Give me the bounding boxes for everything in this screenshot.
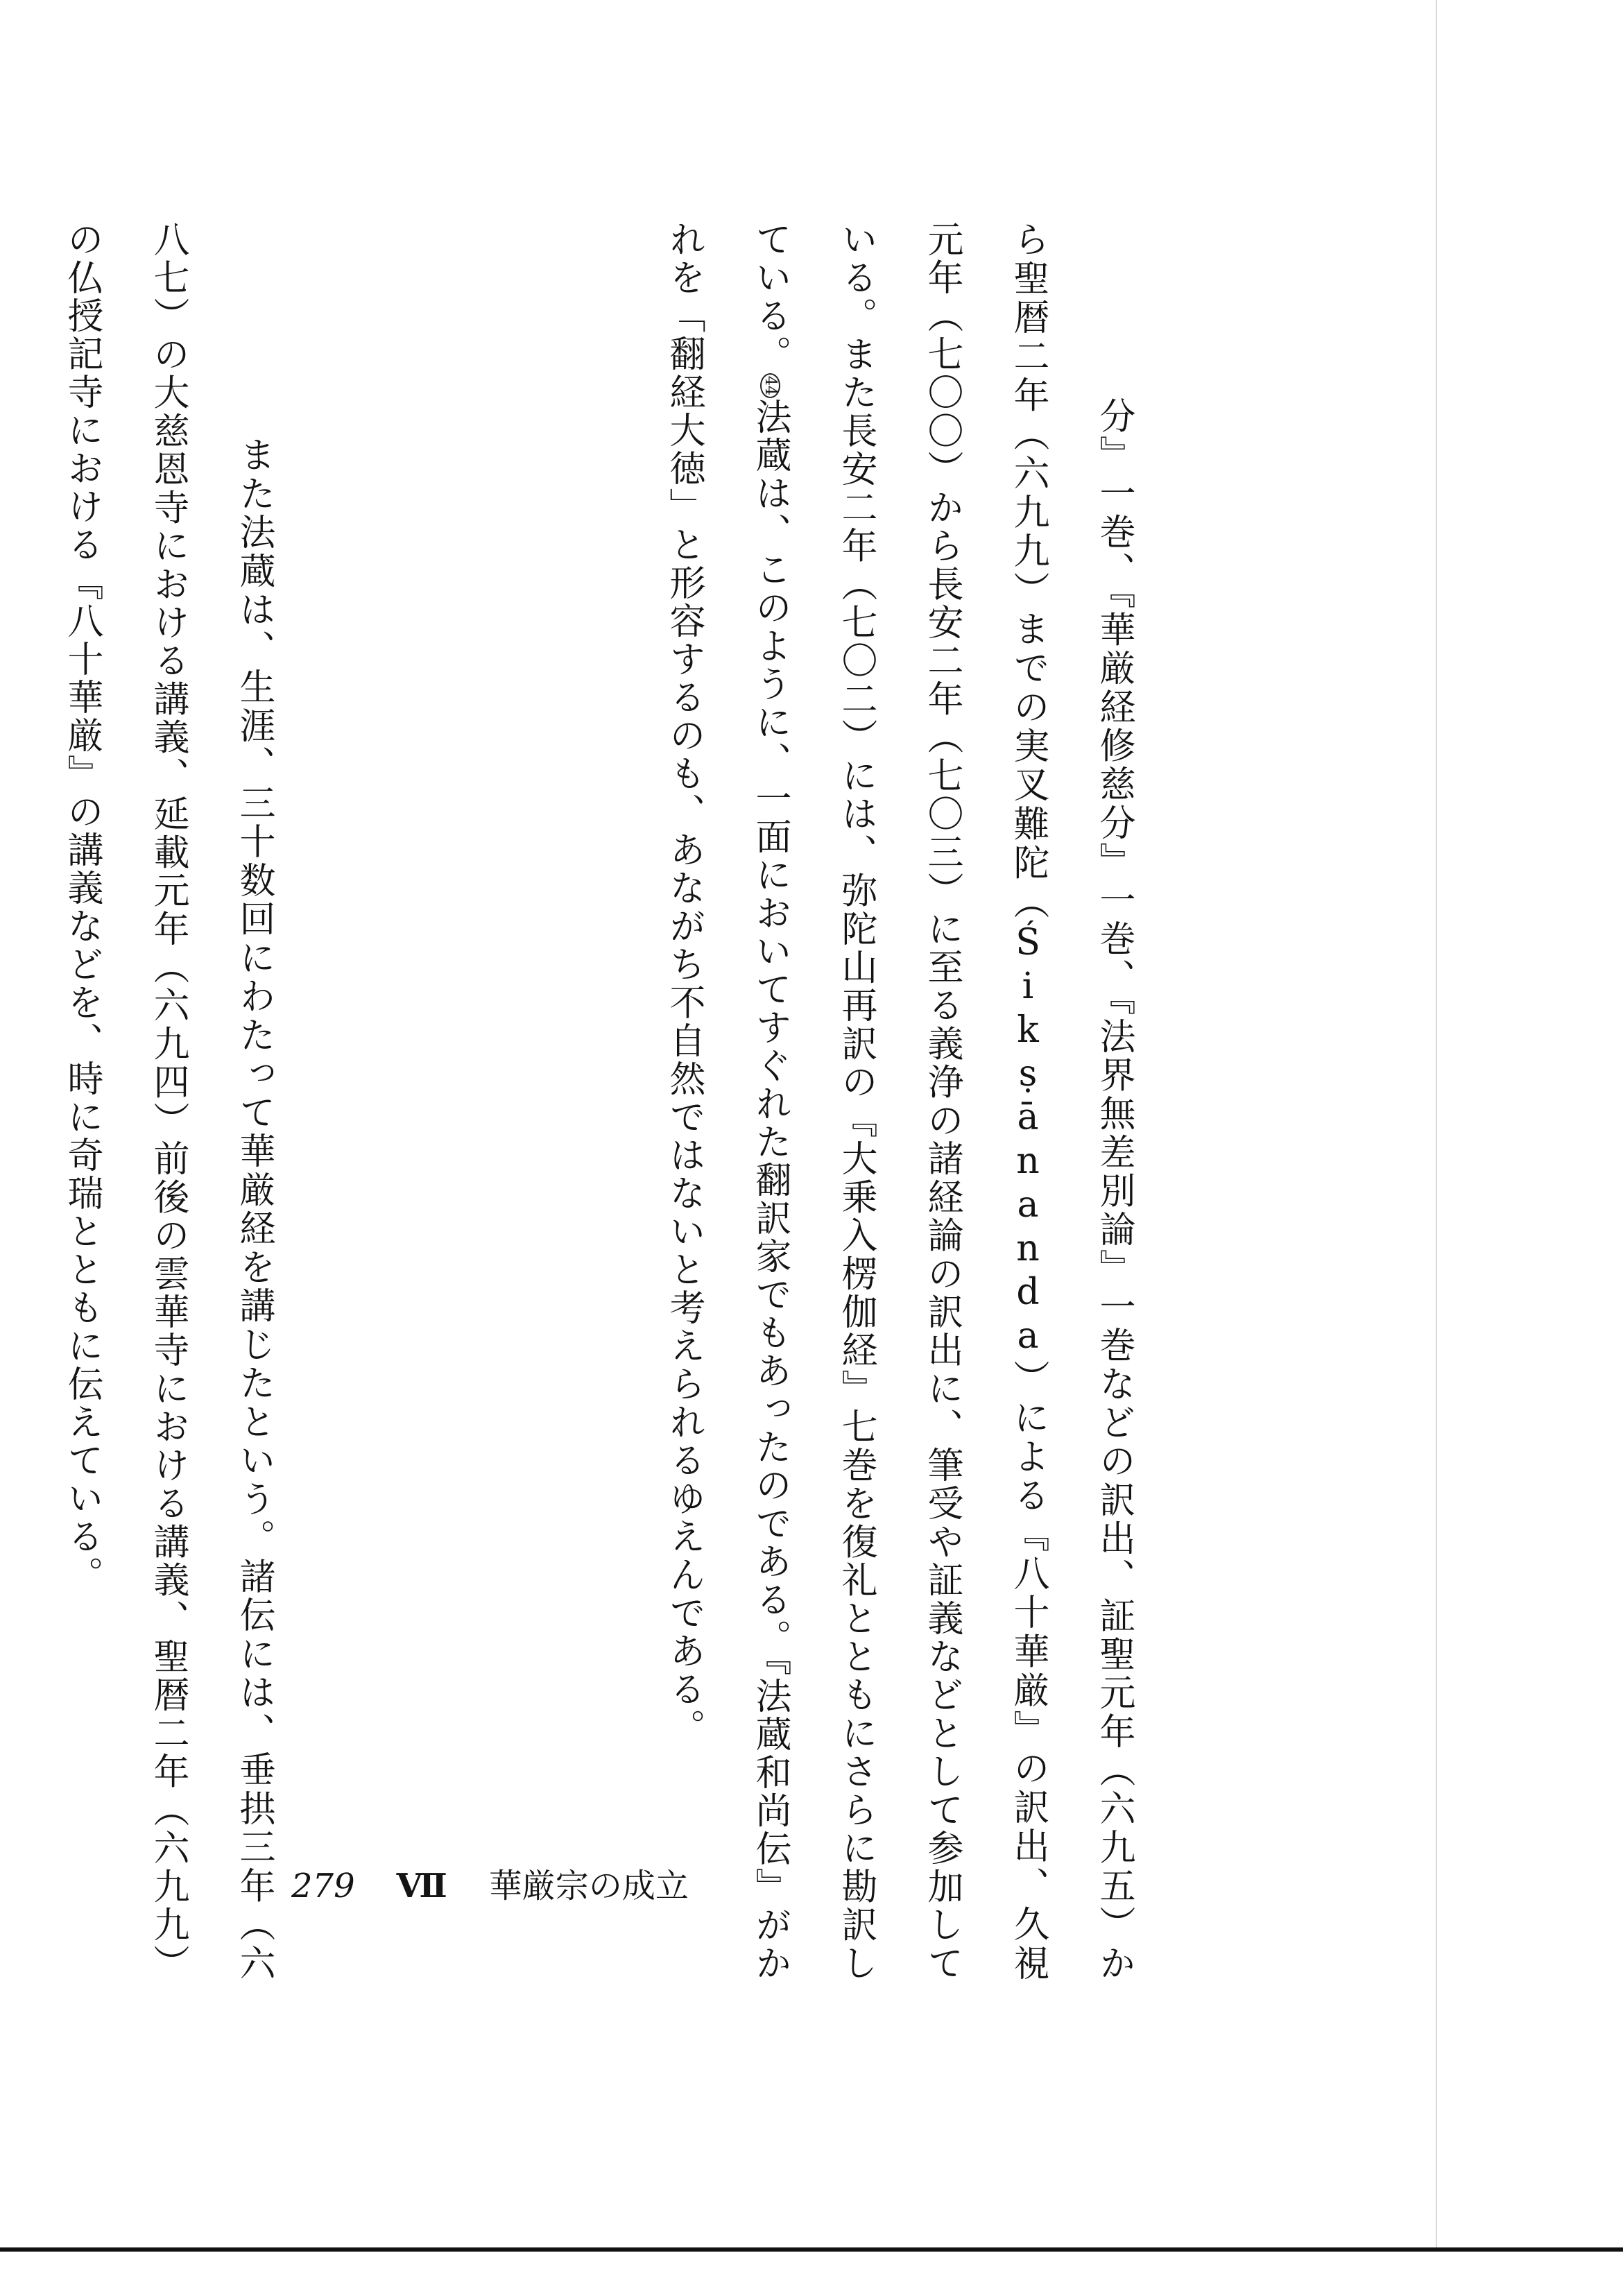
page-number: 279 — [291, 1867, 355, 1905]
paragraph-lectures — [0, 221, 383, 1982]
paragraph-text: 分』一巻、『華厳経修慈分』一巻、『法界無差別論』一巻などの訳出、証聖元年（六九五）から聖暦二年（六九九）までの実叉難陀（Śikṣānanda）による『八十華厳』の訳出、久視元年（七〇〇）から長安二年（七〇三）に至る義浄の諸経論の訳出に、筆受や証義などとして参加している。また長安二年（七〇二）には、弥陀山再訳の『大乗入楞伽経』七巻を復礼とともにさらに勘訳している。 — [749, 221, 1135, 1983]
page-edge-line — [1436, 0, 1437, 2247]
chapter-numeral: Ⅶ — [396, 1867, 447, 1905]
paragraph-text: また法蔵は、生涯、三十数回にわたって華厳経を講じたという。諸伝には、垂拱三年（六八七）の大慈恩寺における講義、延載元年（六九四）前後の雲華寺における講義、聖暦二年（六九九）の仏授記寺における『八十華厳』の講義などを、時に奇瑞とともに伝えている。 — [61, 221, 275, 1982]
paragraph-text: 法蔵は、このように、一面においてすぐれた翻訳家でもあったのである。『法蔵和尚伝』がかれを「翻経大徳」と形容するのも、あながち不自然ではないと考えられるゆえんである。 — [663, 221, 791, 1982]
paragraph-translation-activity — [555, 221, 1243, 1982]
page-footer — [291, 1859, 689, 1907]
scan-bottom-edge — [0, 2247, 1623, 2252]
footnote-marker: 44 — [760, 373, 780, 398]
chapter-title: 華厳宗の成立 — [488, 1867, 689, 1905]
vertical-text-body — [0, 221, 1415, 1982]
